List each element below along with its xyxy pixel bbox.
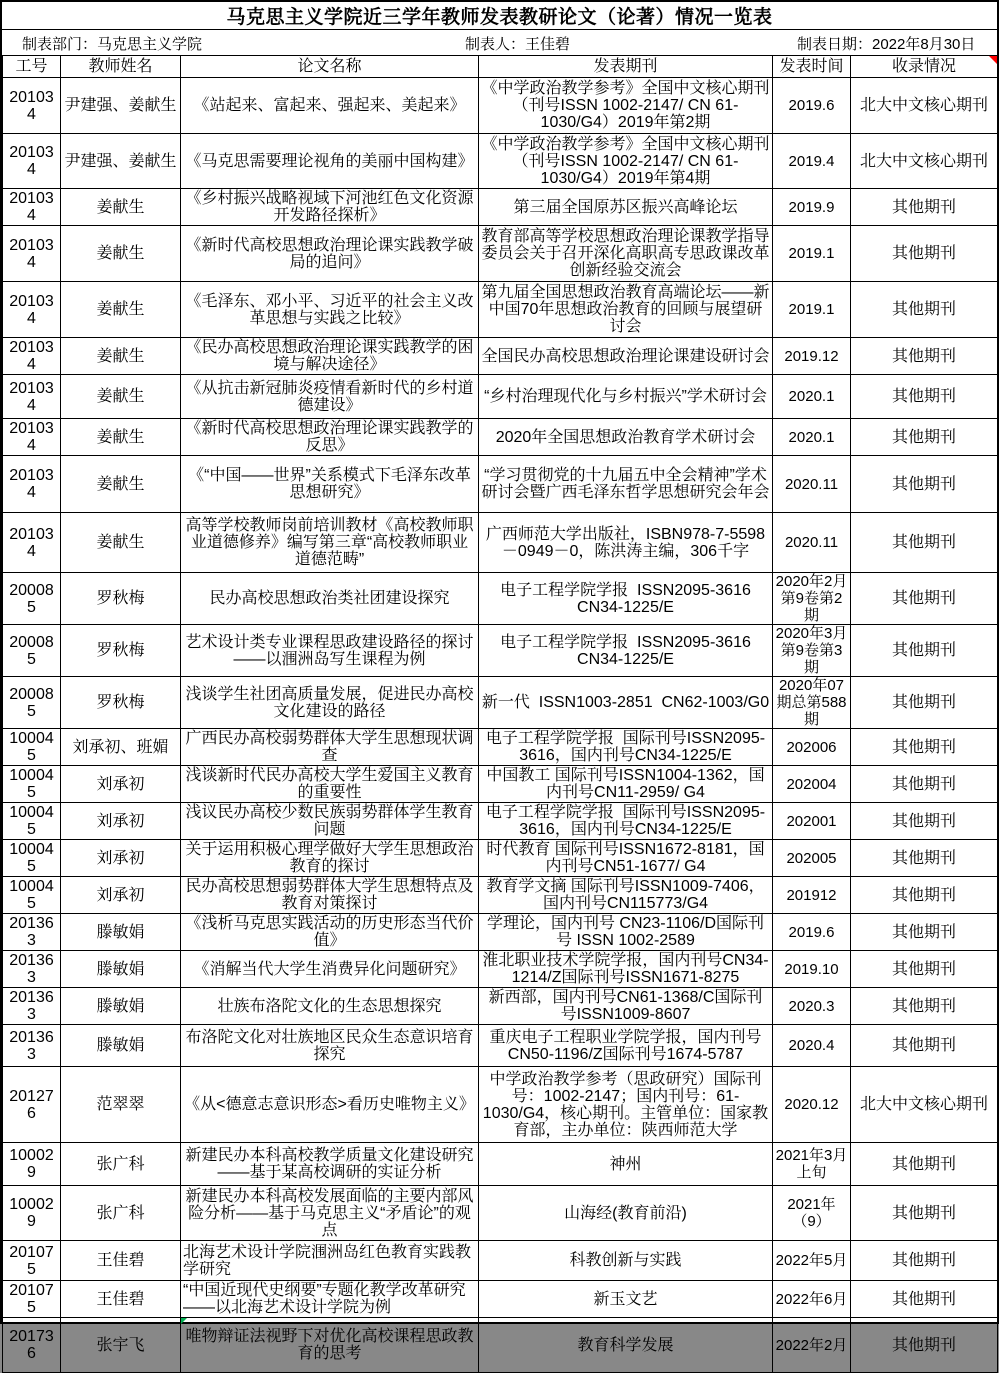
cell-teacher-name: 刘承初 — [61, 877, 181, 914]
cell-teacher-name: 刘承初 — [61, 766, 181, 803]
cell-employee-id: 200085 — [3, 573, 61, 625]
cell-journal: 山海经(教育前沿) — [479, 1186, 773, 1241]
table-row — [3, 573, 998, 625]
header-row — [3, 56, 998, 78]
column-header-published: 发表时间 — [773, 56, 851, 78]
cell-publish-date: 2022年6月 — [773, 1281, 851, 1318]
cell-journal: 中学政治教学参考（思政研究）国际刊号：1002-2147；国内刊号：61-1030/G4，核心期刊。主管单位：国家教育部，主办单位：陕西师范大学 — [479, 1067, 773, 1143]
cell-journal: 新一代 ISSN1003-2851 CN62-1003/G0 — [479, 677, 773, 729]
cell-index-status: 北大中文核心期刊 — [851, 78, 998, 134]
cell-publish-date: 2019.1 — [773, 282, 851, 338]
page-title: 马克思主义学院近三学年教师发表教研论文（论著）情况一览表 — [2, 2, 997, 30]
table-row — [3, 625, 998, 677]
cell-paper-title: 《从<德意志意识形态>看历史唯物主义》 — [181, 1067, 479, 1143]
cell-journal: 电子工程学院学报 国际刊号ISSN2095-3616，国内刊号CN34-1225/E — [479, 729, 773, 766]
cell-employee-id: 201034 — [3, 134, 61, 189]
cell-employee-id: 100045 — [3, 803, 61, 840]
cell-teacher-name: 罗秋梅 — [61, 677, 181, 729]
cell-index-status: 其他期刊 — [851, 766, 998, 803]
table-row — [3, 338, 998, 375]
cell-paper-title: 浅议民办高校少数民族弱势群体学生教育问题 — [181, 803, 479, 840]
table-row — [3, 189, 998, 226]
cell-employee-id: 201075 — [3, 1241, 61, 1281]
cell-paper-title: 《“中国——世界”关系模式下毛泽东改革思想研究》 — [181, 456, 479, 513]
table-header — [3, 56, 998, 78]
meta-bar — [2, 30, 997, 55]
cell-teacher-name: 张宇飞 — [61, 1318, 181, 1373]
cell-teacher-name: 滕敏娟 — [61, 1025, 181, 1067]
cell-journal: 电子工程学院学报 ISSN2095-3616 CN34-1225/E — [479, 625, 773, 677]
cell-publish-date: 2022年5月 — [773, 1241, 851, 1281]
cell-publish-date: 2020.11 — [773, 513, 851, 573]
cell-paper-title: 《站起来、富起来、强起来、美起来》 — [181, 78, 479, 134]
cell-paper-title: 《毛泽东、邓小平、习近平的社会主义改革思想与实践之比较》 — [181, 282, 479, 338]
cell-paper-title: 民办高校思想弱势群体大学生思想特点及教育对策探讨 — [181, 877, 479, 914]
table-row — [3, 1143, 998, 1186]
cell-teacher-name: 张广科 — [61, 1143, 181, 1186]
cell-employee-id: 201034 — [3, 375, 61, 419]
cell-employee-id: 201276 — [3, 1067, 61, 1143]
cell-publish-date: 2019.6 — [773, 914, 851, 951]
cell-employee-id: 201363 — [3, 951, 61, 988]
error-flag-icon — [181, 1318, 187, 1324]
cell-teacher-name: 范翠翠 — [61, 1067, 181, 1143]
cell-teacher-name: 滕敏娟 — [61, 914, 181, 951]
cell-teacher-name: 姜献生 — [61, 419, 181, 456]
cell-publish-date: 2020年3月第9卷第3期 — [773, 625, 851, 677]
column-header-journal: 发表期刊 — [479, 56, 773, 78]
cell-index-status: 其他期刊 — [851, 513, 998, 573]
cell-journal: 全国民办高校思想政治理论课建设研讨会 — [479, 338, 773, 375]
cell-employee-id: 201034 — [3, 189, 61, 226]
cell-index-status: 北大中文核心期刊 — [851, 134, 998, 189]
cell-teacher-name: 姜献生 — [61, 375, 181, 419]
cell-publish-date: 2021年3月上旬 — [773, 1143, 851, 1186]
cell-teacher-name: 滕敏娟 — [61, 951, 181, 988]
cell-publish-date: 202006 — [773, 729, 851, 766]
cell-journal: 科教创新与实践 — [479, 1241, 773, 1281]
column-header-paper: 论文名称 — [181, 56, 479, 78]
cell-publish-date: 202004 — [773, 766, 851, 803]
table-row — [3, 513, 998, 573]
cell-index-status: 其他期刊 — [851, 951, 998, 988]
cell-journal: 时代教育 国际刊号ISSN1672-8181，国内刊号CN51-1677/ G4 — [479, 840, 773, 877]
cell-publish-date: 2020.1 — [773, 375, 851, 419]
cell-index-status: 其他期刊 — [851, 1143, 998, 1186]
cell-paper-title: 艺术设计类专业课程思政建设路径的探讨——以涠洲岛写生课程为例 — [181, 625, 479, 677]
cell-journal: “学习贯彻党的十九届五中全会精神”学术研讨会暨广西毛泽东哲学思想研究会年会 — [479, 456, 773, 513]
cell-index-status: 其他期刊 — [851, 988, 998, 1025]
cell-index-status: 其他期刊 — [851, 1025, 998, 1067]
table-row — [3, 1241, 998, 1281]
cell-employee-id: 201736 — [3, 1318, 61, 1373]
papers-table — [2, 55, 998, 1373]
cell-journal: 电子工程学院学报 ISSN2095-3616 CN34-1225/E — [479, 573, 773, 625]
cell-teacher-name: 姜献生 — [61, 189, 181, 226]
cell-paper-title: 布洛陀文化对壮族地区民众生态意识培育探究 — [181, 1025, 479, 1067]
cell-journal: 重庆电子工程职业学院学报，国内刊号CN50-1196/Z国际刊号1674-5787 — [479, 1025, 773, 1067]
cell-publish-date: 2020.1 — [773, 419, 851, 456]
cell-paper-title: 壮族布洛陀文化的生态思想探究 — [181, 988, 479, 1025]
cell-teacher-name: 尹建强、姜献生 — [61, 78, 181, 134]
cell-publish-date: 202005 — [773, 840, 851, 877]
cell-index-status: 其他期刊 — [851, 1186, 998, 1241]
cell-publish-date: 201912 — [773, 877, 851, 914]
cell-publish-date: 2020.3 — [773, 988, 851, 1025]
cell-paper-title: 北海艺术设计学院涠洲岛红色教育实践教学研究 — [181, 1241, 479, 1281]
cell-index-status: 其他期刊 — [851, 282, 998, 338]
table-row — [3, 914, 998, 951]
cell-teacher-name: 姜献生 — [61, 338, 181, 375]
cell-teacher-name: 姜献生 — [61, 513, 181, 573]
cell-index-status: 其他期刊 — [851, 877, 998, 914]
cell-employee-id: 201034 — [3, 78, 61, 134]
cell-publish-date: 2019.4 — [773, 134, 851, 189]
cell-employee-id: 200085 — [3, 625, 61, 677]
cell-index-status: 北大中文核心期刊 — [851, 1067, 998, 1143]
cell-journal: 新玉文艺 — [479, 1281, 773, 1318]
table-row — [3, 282, 998, 338]
cell-teacher-name: 张广科 — [61, 1186, 181, 1241]
cell-employee-id: 201075 — [3, 1281, 61, 1318]
cell-teacher-name: 尹建强、姜献生 — [61, 134, 181, 189]
cell-journal: 神州 — [479, 1143, 773, 1186]
cell-paper-title: 高等学校教师岗前培训教材《高校教师职业道德修养》编写第三章“高校教师职业道德范畴” — [181, 513, 479, 573]
table-row — [3, 1025, 998, 1067]
cell-teacher-name: 刘承初 — [61, 840, 181, 877]
cell-index-status: 其他期刊 — [851, 1241, 998, 1281]
cell-index-status: 其他期刊 — [851, 625, 998, 677]
cell-paper-title: 《马克思需要理论视角的美丽中国构建》 — [181, 134, 479, 189]
cell-index-status: 其他期刊 — [851, 573, 998, 625]
cell-paper-title: “中国近现代史纲要”专题化教学改革研究——以北海艺术设计学院为例 — [181, 1281, 479, 1318]
cell-teacher-name: 姜献生 — [61, 282, 181, 338]
column-header-status: 收录情况 — [851, 56, 998, 78]
cell-employee-id: 201034 — [3, 282, 61, 338]
cell-paper-title: 《乡村振兴战略视域下河池红色文化资源开发路径探析》 — [181, 189, 479, 226]
table-row — [3, 877, 998, 914]
table-row — [3, 1318, 998, 1373]
cell-employee-id: 201363 — [3, 1025, 61, 1067]
cell-index-status: 其他期刊 — [851, 677, 998, 729]
table-row — [3, 456, 998, 513]
cell-paper-title: 《浅析马克思实践活动的历史形态当代价值》 — [181, 914, 479, 951]
cell-publish-date: 2020.4 — [773, 1025, 851, 1067]
cell-journal: 学理论，国内刊号 CN23-1106/D国际刊号 ISSN 1002-2589 — [479, 914, 773, 951]
cell-teacher-name: 刘承初 — [61, 803, 181, 840]
cell-publish-date: 2020年2月第9卷第2期 — [773, 573, 851, 625]
table-row — [3, 766, 998, 803]
cell-index-status: 其他期刊 — [851, 189, 998, 226]
cell-index-status: 其他期刊 — [851, 1318, 998, 1373]
table-row — [3, 803, 998, 840]
cell-employee-id: 201034 — [3, 456, 61, 513]
cell-index-status: 其他期刊 — [851, 456, 998, 513]
cell-index-status: 其他期刊 — [851, 375, 998, 419]
table-row — [3, 729, 998, 766]
cell-journal: 淮北职业技术学院学报，国内刊号CN34-1214/Z国际刊号ISSN1671-8275 — [479, 951, 773, 988]
cell-paper-title: 《消解当代大学生消费异化问题研究》 — [181, 951, 479, 988]
cell-journal: 2020年全国思想政治教育学术研讨会 — [479, 419, 773, 456]
table-body — [3, 78, 998, 1373]
cell-paper-title: 新建民办本科高校教学质量文化建设研究——基于某高校调研的实证分析 — [181, 1143, 479, 1186]
cell-journal: 教育部高等学校思想政治理论课教学指导委员会关于召开深化高职高专思政课改革创新经验交流会 — [479, 226, 773, 282]
table-row — [3, 1067, 998, 1143]
cell-journal: 《中学政治教学参考》全国中文核心期刊（刊号ISSN 1002-2147/ CN 61-1030/G4）2019年第2期 — [479, 78, 773, 134]
column-header-teacher: 教师姓名 — [61, 56, 181, 78]
cell-employee-id: 200085 — [3, 677, 61, 729]
cell-teacher-name: 王佳碧 — [61, 1241, 181, 1281]
cell-index-status: 其他期刊 — [851, 803, 998, 840]
cell-index-status: 其他期刊 — [851, 914, 998, 951]
cell-journal: 电子工程学院学报 国际刊号ISSN2095-3616，国内刊号CN34-1225/E — [479, 803, 773, 840]
cell-paper-title: 关于运用积极心理学做好大学生思想政治教育的探讨 — [181, 840, 479, 877]
cell-publish-date: 2020年07期总第588期 — [773, 677, 851, 729]
cell-employee-id: 201363 — [3, 988, 61, 1025]
table-row — [3, 226, 998, 282]
cell-publish-date: 2020.11 — [773, 456, 851, 513]
cell-publish-date: 202001 — [773, 803, 851, 840]
cell-employee-id: 201034 — [3, 338, 61, 375]
table-row — [3, 951, 998, 988]
cell-employee-id: 201034 — [3, 513, 61, 573]
cell-employee-id: 100045 — [3, 877, 61, 914]
table-row — [3, 78, 998, 134]
cell-employee-id: 100045 — [3, 766, 61, 803]
cell-paper-title: 唯物辩证法视野下对优化高校课程思政教育的思考 — [181, 1318, 479, 1373]
meta-date: 制表日期：2022年8月30日 — [797, 36, 976, 53]
cell-journal: 新西部，国内刊号CN61-1368/C国际刊号ISSN1009-8607 — [479, 988, 773, 1025]
cell-teacher-name: 姜献生 — [61, 226, 181, 282]
cell-employee-id: 201034 — [3, 226, 61, 282]
cell-paper-title: 《新时代高校思想政治理论课实践教学的反思》 — [181, 419, 479, 456]
cell-paper-title: 浅谈新时代民办高校大学生爱国主义教育的重要性 — [181, 766, 479, 803]
table-row — [3, 375, 998, 419]
table-row — [3, 134, 998, 189]
cell-journal: 第三届全国原苏区振兴高峰论坛 — [479, 189, 773, 226]
table-row — [3, 840, 998, 877]
cell-journal: “乡村治理现代化与乡村振兴”学术研讨会 — [479, 375, 773, 419]
cell-paper-title: 民办高校思想政治类社团建设探究 — [181, 573, 479, 625]
cell-index-status: 其他期刊 — [851, 338, 998, 375]
cell-employee-id: 100045 — [3, 729, 61, 766]
cell-index-status: 其他期刊 — [851, 226, 998, 282]
cell-publish-date: 2020.12 — [773, 1067, 851, 1143]
table-row — [3, 677, 998, 729]
cell-employee-id: 201363 — [3, 914, 61, 951]
cell-teacher-name: 罗秋梅 — [61, 573, 181, 625]
cell-journal: 广西师范大学出版社，ISBN978-7-5598－0949－0，陈洪涛主编，306千字 — [479, 513, 773, 573]
cell-publish-date: 2019.6 — [773, 78, 851, 134]
cell-journal: 教育学文摘 国际刊号ISSN1009-7406，国内刊号CN115773/G4 — [479, 877, 773, 914]
table-row — [3, 419, 998, 456]
cell-employee-id: 100029 — [3, 1143, 61, 1186]
cell-journal: 第九届全国思想政治教育高端论坛——新中国70年思想政治教育的回顾与展望研讨会 — [479, 282, 773, 338]
cell-publish-date: 2019.10 — [773, 951, 851, 988]
cell-paper-title: 《民办高校思想政治理论课实践教学的困境与解决途径》 — [181, 338, 479, 375]
cell-teacher-name: 滕敏娟 — [61, 988, 181, 1025]
cell-index-status: 其他期刊 — [851, 729, 998, 766]
table-row — [3, 988, 998, 1025]
cell-paper-title: 广西民办高校弱势群体大学生思想现状调查 — [181, 729, 479, 766]
cell-index-status: 其他期刊 — [851, 1281, 998, 1318]
cell-paper-title: 《从抗击新冠肺炎疫情看新时代的乡村道德建设》 — [181, 375, 479, 419]
table-row — [3, 1281, 998, 1318]
cell-paper-title: 《新时代高校思想政治理论课实践教学破局的追问》 — [181, 226, 479, 282]
cell-employee-id: 100029 — [3, 1186, 61, 1241]
cell-journal: 中国教工 国际刊号ISSN1004-1362，国内刊号CN11-2959/ G4 — [479, 766, 773, 803]
cell-index-status: 其他期刊 — [851, 840, 998, 877]
cell-employee-id: 201034 — [3, 419, 61, 456]
cell-teacher-name: 姜献生 — [61, 456, 181, 513]
table-row — [3, 1186, 998, 1241]
cell-journal: 《中学政治教学参考》全国中文核心期刊（刊号ISSN 1002-2147/ CN 61-1030/G4）2019年第4期 — [479, 134, 773, 189]
cell-teacher-name: 王佳碧 — [61, 1281, 181, 1318]
cell-publish-date: 2019.9 — [773, 189, 851, 226]
column-header-employee-id: 工号 — [3, 56, 61, 78]
cell-paper-title: 新建民办本科高校发展面临的主要内部风险分析——基于马克思主义“矛盾论”的观点 — [181, 1186, 479, 1241]
cell-teacher-name: 罗秋梅 — [61, 625, 181, 677]
cell-publish-date: 2019.12 — [773, 338, 851, 375]
comment-flag-icon — [989, 56, 997, 64]
meta-department: 制表部门：马克思主义学院 — [22, 36, 203, 53]
meta-author: 制表人：王佳碧 — [465, 36, 571, 53]
cell-publish-date: 2022年2月 — [773, 1318, 851, 1373]
cell-paper-title: 浅谈学生社团高质量发展，促进民办高校文化建设的路径 — [181, 677, 479, 729]
cell-employee-id: 100045 — [3, 840, 61, 877]
cell-index-status: 其他期刊 — [851, 419, 998, 456]
cell-publish-date: 2021年（9） — [773, 1186, 851, 1241]
cell-journal: 教育科学发展 — [479, 1318, 773, 1373]
cell-teacher-name: 刘承初、班媚 — [61, 729, 181, 766]
cell-publish-date: 2019.1 — [773, 226, 851, 282]
